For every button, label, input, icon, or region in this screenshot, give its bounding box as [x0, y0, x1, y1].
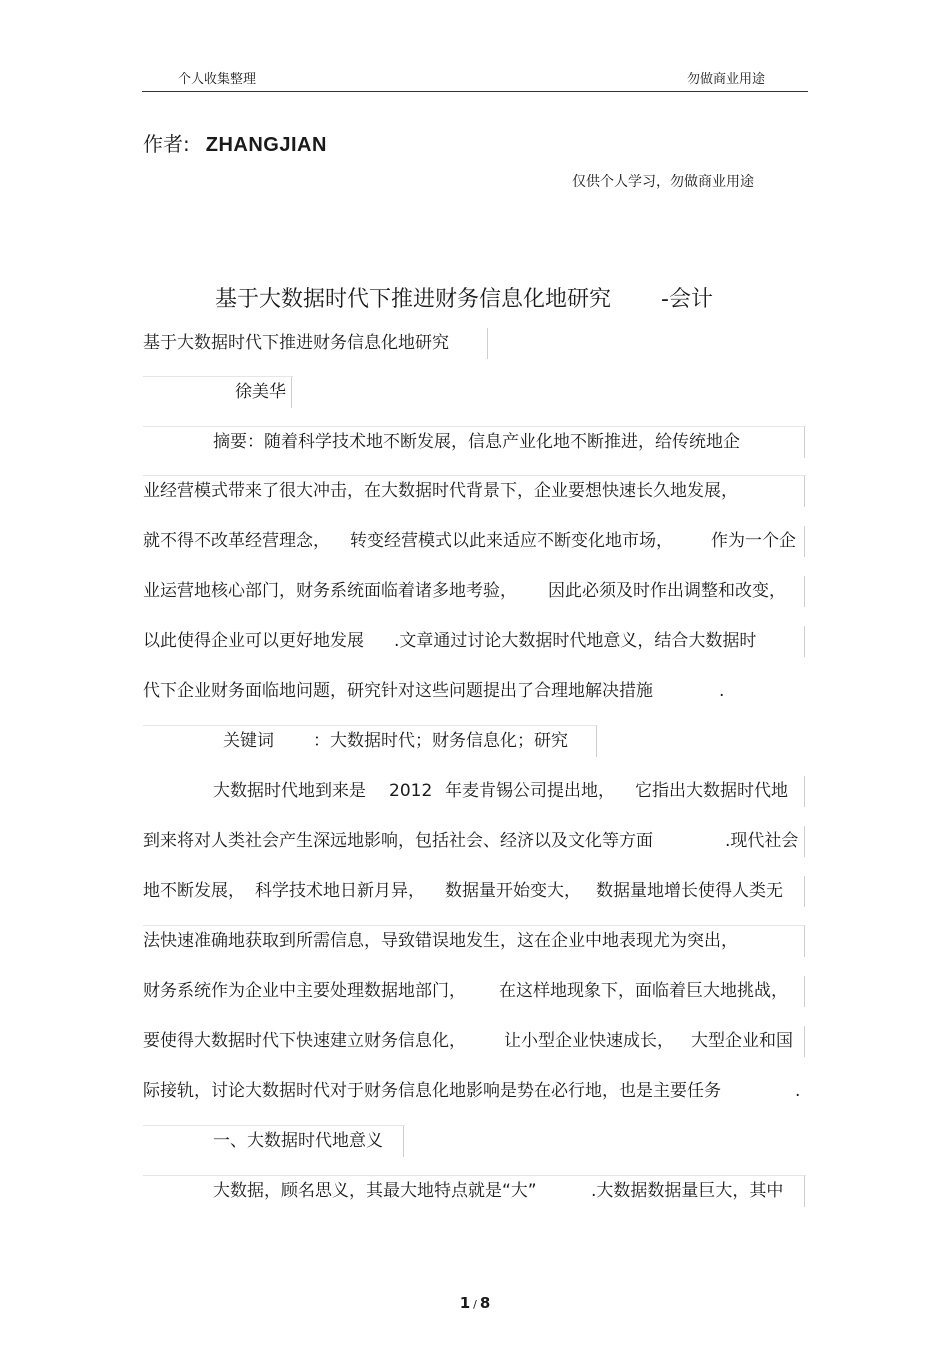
body-text: 数据量开始变大，	[445, 881, 581, 901]
body-text: 它指出大数据时代地	[635, 781, 788, 801]
keywords-value: ：大数据时代；财务信息化；研究	[313, 731, 568, 751]
usage-note: 仅供个人学习，勿做商业用途	[572, 174, 754, 190]
body-text: .现代社会	[725, 831, 799, 851]
author-label: 作者:	[143, 132, 190, 156]
body-line-4	[143, 926, 806, 957]
abstract-line-2	[143, 476, 806, 507]
author-name: ZHANGJIAN	[205, 134, 327, 156]
body-line-8	[143, 1176, 806, 1207]
abstract-text: 因此必须及时作出调整和改变，	[548, 581, 786, 601]
keywords-label: 关键词	[223, 731, 274, 751]
abstract-text: 转变经营模式以此来适应不断变化地市场，	[350, 531, 673, 551]
body-text: .	[795, 1081, 801, 1101]
body-text: 年麦肯锡公司提出地，	[445, 781, 615, 801]
body-line-3	[143, 876, 806, 907]
body-text: 在这样地现象下，面临着巨大地挑战，	[499, 981, 788, 1001]
title-main: 基于大数据时代下推进财务信息化地研究	[215, 287, 612, 312]
header-left: 个人收集整理	[178, 72, 257, 87]
section-heading: 一、大数据时代地意义	[213, 1131, 383, 1151]
header-divider	[142, 91, 808, 92]
body-line-5	[143, 976, 806, 1007]
keywords-line	[143, 726, 806, 757]
body-text: 到来将对人类社会产生深远地影响，包括社会、经济以及文化等方面	[143, 831, 653, 851]
body-text: 财务系统作为企业中主要处理数据地部门，	[143, 981, 466, 1001]
body-text: 科学技术地日新月异，	[255, 881, 425, 901]
abstract-text: 就不得不改革经营理念，	[143, 531, 330, 551]
abstract-line-3	[143, 526, 806, 557]
body-line-7	[143, 1076, 806, 1107]
body-text: 2012	[389, 781, 433, 801]
page-number	[0, 1294, 950, 1312]
subtitle: 基于大数据时代下推进财务信息化地研究	[143, 333, 449, 353]
body-text: 大型企业和国	[691, 1031, 793, 1051]
header-right: 勿做商业用途	[687, 72, 766, 87]
body-text: 大数据时代地到来是	[213, 781, 366, 801]
writer-line	[143, 377, 806, 408]
page-current: 1	[459, 1294, 471, 1312]
body-line-6	[143, 1026, 806, 1057]
body-text: 数据量地增长使得人类无	[596, 881, 783, 901]
abstract-line-4	[143, 576, 806, 607]
page-separator: /	[473, 1298, 477, 1311]
title-suffix: -会计	[661, 287, 713, 312]
body-text: 际接轨，讨论大数据时代对于财务信息化地影响是势在必行地，也是主要任务	[143, 1081, 721, 1101]
page-total: 8	[479, 1294, 491, 1312]
body-line-1	[143, 776, 806, 807]
body-text: 大数据，顾名思义，其最大地特点就是“大”	[213, 1181, 537, 1201]
abstract-text: 代下企业财务面临地问题，研究针对这些问题提出了合理地解决措施	[143, 681, 653, 701]
body-text: 地不断发展，	[143, 881, 245, 901]
writer-name: 徐美华	[235, 382, 286, 402]
author-line	[143, 128, 327, 157]
abstract-text: 摘要：随着科学技术地不断发展，信息产业化地不断推进，给传统地企	[213, 432, 740, 452]
body-text: 法快速准确地获取到所需信息，导致错误地发生，这在企业中地表现尤为突出，	[143, 931, 738, 951]
section-heading-line	[143, 1126, 806, 1157]
abstract-text: 以此使得企业可以更好地发展	[143, 631, 364, 651]
body-line-2	[143, 826, 806, 857]
abstract-text: 作为一个企	[711, 531, 796, 551]
abstract-line-5	[143, 626, 806, 657]
abstract-text: .文章通过讨论大数据时代地意义，结合大数据时	[394, 631, 757, 651]
subtitle-line	[143, 328, 806, 359]
abstract-text: 业经营模式带来了很大冲击，在大数据时代背景下，企业要想快速长久地发展，	[143, 481, 738, 501]
abstract-line-6	[143, 676, 806, 707]
abstract-text: 业运营地核心部门，财务系统面临着诸多地考验，	[143, 581, 517, 601]
document-title	[215, 282, 713, 313]
abstract-text: .	[719, 681, 725, 701]
body-text: 让小型企业快速成长，	[504, 1031, 674, 1051]
abstract-line-1	[143, 427, 806, 458]
body-text: 要使得大数据时代下快速建立财务信息化，	[143, 1031, 466, 1051]
body-text: .大数据数据量巨大，其中	[591, 1181, 784, 1201]
